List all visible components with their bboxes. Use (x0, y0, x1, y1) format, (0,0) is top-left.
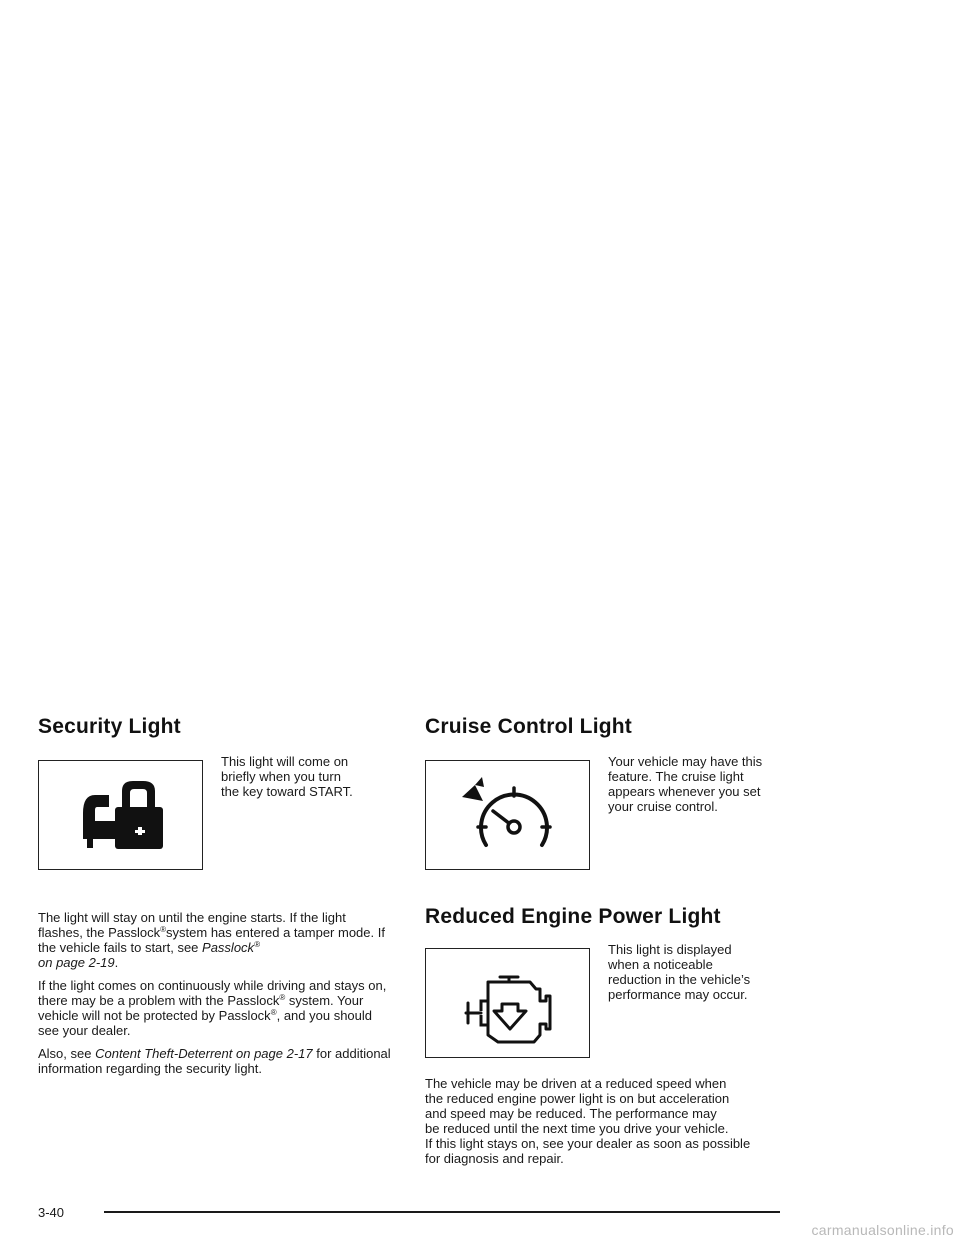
cruise-side-text (608, 754, 793, 814)
cruise-side-line-2: feature. The cruise light (608, 769, 744, 784)
cruise-side-line-4: your cruise control. (608, 799, 718, 814)
reduced-side-text (608, 942, 793, 1002)
cruise-icon-box (425, 760, 590, 870)
reduced-side-line-3: reduction in the vehicle’s (608, 972, 751, 987)
footer-rule (104, 1211, 780, 1213)
cruise-figure-row (425, 754, 800, 902)
security-side-line-3: the key toward START. (221, 784, 353, 799)
cruise-side-line-3: appears whenever you set (608, 784, 761, 799)
security-paragraph-1: The light will stay on until the engine starts. If the light flashes, the Passlock®system has entered a tamper mode. If the vehicle fails to start, see Passlock® on page 2-19. (38, 910, 385, 970)
reduced-icon-box (425, 948, 590, 1058)
security-side-line-1: This light will come on (221, 754, 349, 769)
security-figure-row (38, 754, 393, 910)
cruise-control-light-section (425, 712, 800, 902)
security-light-section (38, 712, 393, 1084)
cruise-speedometer-icon (426, 761, 591, 871)
reduced-figure-row (425, 942, 800, 1076)
security-paragraph-3: Also, see Content Theft-Deterrent on page 2-17 for additional information regarding the security light. (38, 1046, 391, 1076)
passlock-link[interactable]: Passlock® on page 2-19 (38, 940, 260, 970)
engine-reduced-power-icon (426, 949, 591, 1059)
security-side-line-2: briefly when you turn (221, 769, 341, 784)
right-column (425, 712, 800, 1174)
security-side-text (221, 754, 406, 799)
security-paragraph-2: If the light comes on continuously while driving and stays on, there may be a problem with the Passlock® system. Your vehicle will not be protected by Passlock®, and you should see your dealer. (38, 978, 387, 1038)
reduced-side-line-1: This light is displayed (608, 942, 732, 957)
reduced-side-line-4: performance may occur. (608, 987, 748, 1002)
content-theft-deterrent-link[interactable]: Content Theft-Deterrent on page 2-17 (95, 1046, 313, 1061)
page-number: 3-40 (38, 1205, 65, 1220)
cruise-control-heading: Cruise Control Light (425, 715, 632, 738)
cruise-side-line-1: Your vehicle may have this (608, 754, 763, 769)
reduced-engine-power-heading: Reduced Engine Power Light (425, 905, 721, 928)
watermark: carmanualsonline.info (811, 1222, 954, 1238)
reduced-paragraph: The vehicle may be driven at a reduced speed when the reduced engine power light is on but acceleration and speed may be reduced. The performance may be reduced until the next time you drive your vehicle. If this light stays on, see your dealer as soon as possible for diagnosis and repair. (425, 1076, 751, 1166)
security-icon-box (38, 760, 203, 870)
security-light-heading: Security Light (38, 715, 181, 738)
reduced-engine-power-section (425, 902, 800, 1166)
security-lock-car-icon (39, 761, 204, 871)
reduced-side-line-2: when a noticeable (608, 957, 713, 972)
